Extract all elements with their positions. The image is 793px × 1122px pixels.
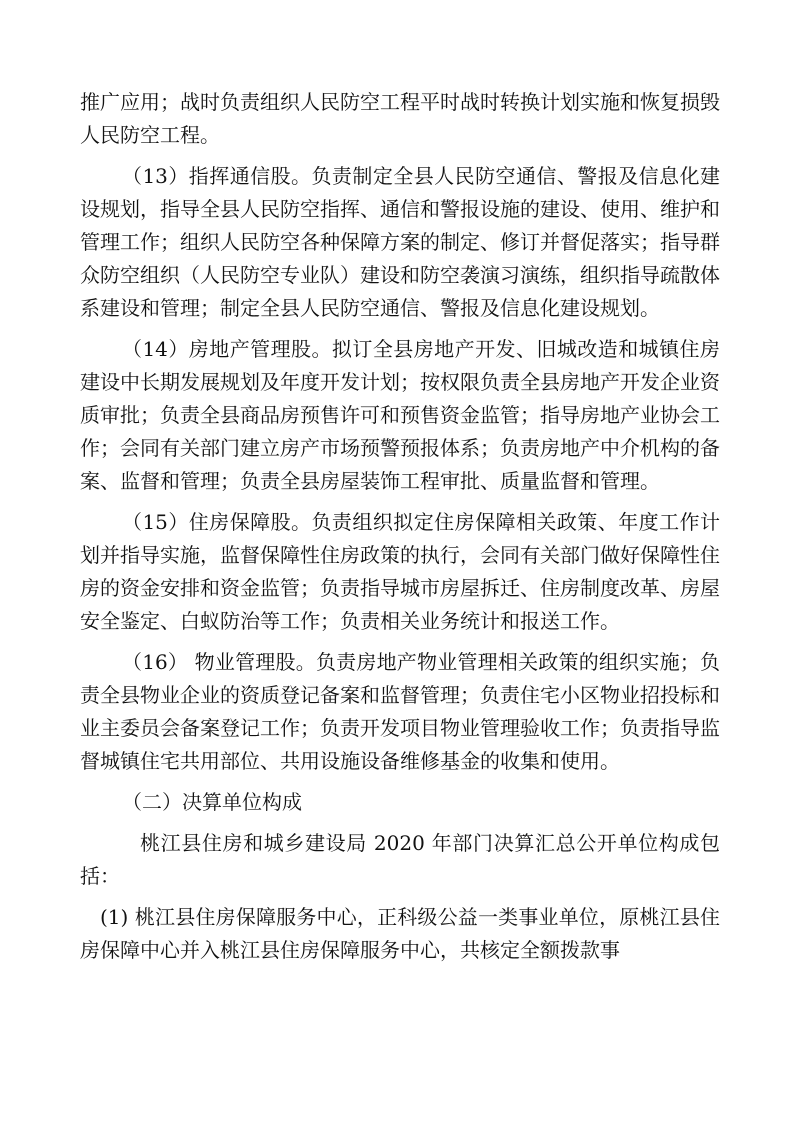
section-heading-budget-units: （二）决算单位构成 — [122, 790, 302, 814]
paragraph-real-estate-management: （14）房地产管理股。拟订全县房地产开发、旧城改造和城镇住房建设中长期发展规划及年度开发计划；按权限负责全县房地产开发企业资质审批；负责全县商品房预售许可和预售资金监管；指导房地产业协会工作；会同有关部门建立房产市场预警预报体系；负责房地产中介机构的备案、监督和管理；负责全县房屋装饰工程审批、质量监督和管理。 — [80, 337, 720, 493]
paragraph-units-intro: 桃江县住房和城乡建设局 2020 年部门决算汇总公开单位构成包括： — [80, 831, 720, 888]
paragraph-civil-defense-continuation: 推广应用；战时负责组织人民防空工程平时战时转换计划实施和恢复损毁人民防空工程。 — [80, 90, 720, 147]
paragraph-unit-1: (1) 桃江县住房保障服务中心，正科级公益一类事业单位，原桃江县住房保障中心并入桃江县住房保障服务中心，共核定全额拨款事 — [80, 905, 720, 962]
paragraph-command-communication: （13）指挥通信股。负责制定全县人民防空通信、警报及信息化建设规划，指导全县人民防空指挥、通信和警报设施的建设、使用、维护和管理工作；组织人民防空各种保障方案的制定、修订并督促落实；指导群众防空组织（人民防空专业队）建设和防空袭演习演练，组织指导疏散体系建设和管理；制定全县人民防空通信、警报及信息化建设规划。 — [80, 164, 720, 320]
document-page — [80, 86, 720, 975]
paragraph-housing-security: （15）住房保障股。负责组织拟定住房保障相关政策、年度工作计划并指导实施，监督保障性住房政策的执行，会同有关部门做好保障性住房的资金安排和资金监管；负责指导城市房屋拆迁、住房制度改革、房屋安全鉴定、白蚁防治等工作；负责相关业务统计和报送工作。 — [80, 510, 720, 633]
paragraph-property-management: （16） 物业管理股。负责房地产物业管理相关政策的组织实施；负责全县物业企业的资质登记备案和监督管理；负责住宅小区物业招投标和业主委员会备案登记工作；负责开发项目物业管理验收工作；负责指导监督城镇住宅共用部位、共用设施设备维修基金的收集和使用。 — [80, 650, 720, 773]
